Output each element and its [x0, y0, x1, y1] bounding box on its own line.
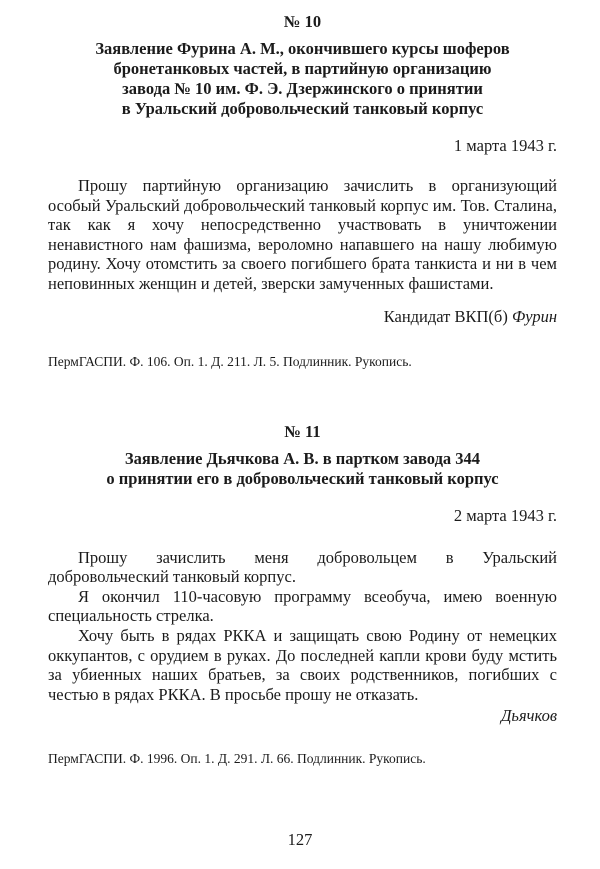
- document-body: [48, 548, 557, 705]
- title-line: завода № 10 им. Ф. Э. Дзержинского о принятии: [122, 79, 483, 98]
- title-line: в Уральский добровольческий танковый корпус: [121, 99, 484, 118]
- title-line: Заявление Дьячкова А. В. в партком завода 344: [124, 448, 481, 468]
- document-number: № 11: [284, 421, 321, 441]
- title-line: Заявление Фурина А. М., окончившего курсы шоферов: [95, 39, 510, 58]
- signature-role: Кандидат ВКП(б): [383, 306, 512, 326]
- archive-reference: ПермГАСПИ. Ф. 1996. Оп. 1. Д. 291. Л. 66. Подлинник. Рукопись.: [48, 751, 426, 767]
- signature-name: Фурин: [511, 306, 557, 326]
- paragraph: Я окончил 110-часовую программу всеобуча, имею военную специальность стрелка.: [48, 586, 557, 626]
- paragraph: Прошу партийную организацию зачислить в организующий особый Уральский добровольческий танковый корпус им. Тов. Сталина, так как я хочу непосредственно участвовать в уничтожении ненавистного нам фашизма, вероломно напавшего на нашу любимую родину. Хочу отомстить за своего погибшего брата танкиста и ни в чем неповинных женщин и детей, зверски замученных фашистами.: [48, 176, 557, 293]
- document-body: [48, 176, 557, 294]
- document-date: 2 марта 1943 г.: [453, 505, 557, 525]
- signature-line: [48, 706, 557, 726]
- document-10: [48, 12, 557, 370]
- page-number: 127: [287, 830, 313, 849]
- document-number: № 10: [283, 12, 322, 31]
- title-line: бронетанковых частей, в партийную организацию: [113, 59, 492, 78]
- title-line: о принятии его в добровольческий танковый корпус: [106, 468, 499, 488]
- document-date: 1 марта 1943 г.: [453, 136, 557, 155]
- paragraph: Прошу зачислить меня добровольцем в Уральский добровольческий танковый корпус.: [48, 547, 557, 587]
- document-11: [48, 422, 557, 768]
- document-title: [48, 449, 557, 489]
- signature-line: [48, 307, 557, 327]
- archive-reference: ПермГАСПИ. Ф. 106. Оп. 1. Д. 211. Л. 5. Подлинник. Рукопись.: [48, 353, 412, 369]
- document-title: [48, 39, 557, 119]
- signature-name: Дьячков: [500, 706, 557, 726]
- paragraph: Хочу быть в рядах РККА и защищать свою Родину от немецких оккупантов, с орудием в руках. До последней капли крови буду мстить за убиенных наших братьев, за своих родственников, погибших с честью в рядах РККА. В просьбе прошу не отказать.: [48, 625, 557, 704]
